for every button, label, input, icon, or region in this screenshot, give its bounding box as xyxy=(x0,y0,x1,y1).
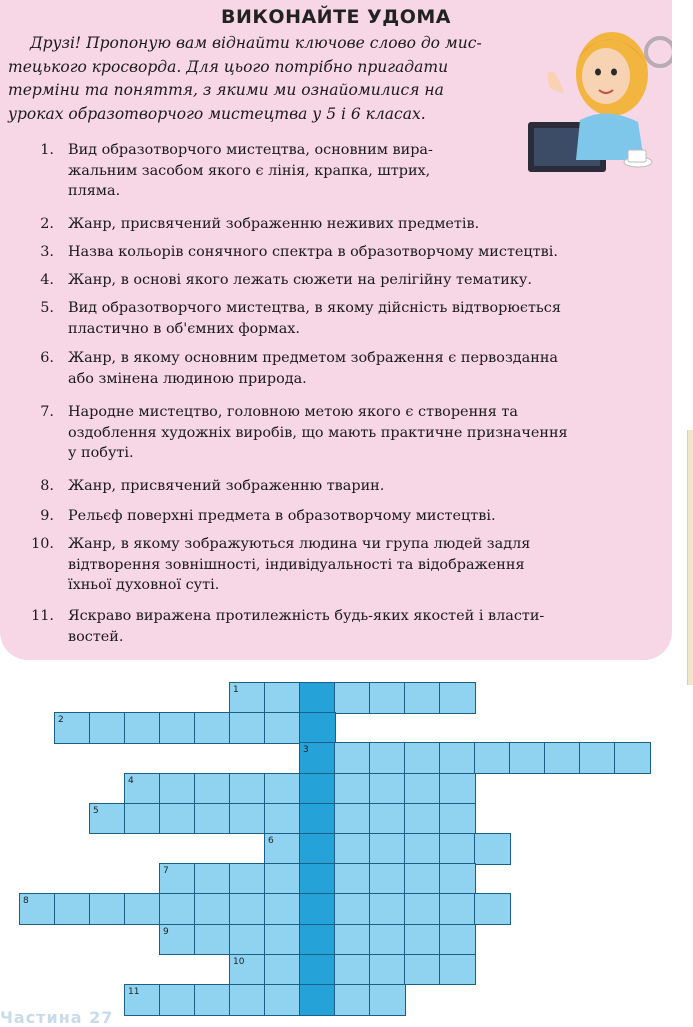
question-line: Жанр, в основі якого лежать сюжети на релігійну тематику. xyxy=(68,272,532,288)
question-number: 4. xyxy=(40,272,54,288)
crossword-cell[interactable] xyxy=(229,924,266,956)
crossword-cell[interactable] xyxy=(229,803,266,835)
crossword-cell[interactable] xyxy=(439,893,476,925)
question-number: 9. xyxy=(40,508,54,524)
crossword-cell[interactable] xyxy=(334,954,371,986)
crossword-cell[interactable] xyxy=(404,954,441,986)
question-line: їхньої духовної суті. xyxy=(68,577,220,593)
question-number: 1. xyxy=(40,142,54,158)
crossword-cell[interactable] xyxy=(404,833,441,865)
crossword-cell[interactable] xyxy=(229,773,266,805)
crossword-key-cell[interactable] xyxy=(299,773,336,805)
crossword-cell[interactable] xyxy=(159,984,196,1016)
crossword-cell[interactable] xyxy=(369,803,406,835)
question-line: Жанр, в якому зображуються людина чи група людей задля xyxy=(68,536,531,552)
crossword-key-cell[interactable] xyxy=(299,984,336,1016)
crossword-cell[interactable] xyxy=(334,893,371,925)
crossword-cell[interactable] xyxy=(89,712,126,744)
crossword-cell[interactable] xyxy=(264,984,301,1016)
crossword-cell[interactable] xyxy=(474,893,511,925)
intro-line: уроках образотворчого мистецтва у 5 і 6 класах. xyxy=(8,104,426,123)
question-line: Назва кольорів сонячного спектра в образотворчому мистецтві. xyxy=(68,244,558,260)
crossword-cell[interactable] xyxy=(264,803,301,835)
crossword-clue-number: 8 xyxy=(23,896,29,907)
crossword-cell[interactable] xyxy=(264,863,301,895)
crossword-cell[interactable] xyxy=(194,863,231,895)
question-line: Жанр, в якому основним предметом зображення є первозданна xyxy=(68,350,558,366)
crossword-cell[interactable] xyxy=(474,833,511,865)
crossword-cell[interactable] xyxy=(229,712,266,744)
crossword-clue-number: 6 xyxy=(268,836,274,846)
crossword-cell[interactable] xyxy=(159,773,196,805)
crossword-cell[interactable] xyxy=(334,742,371,774)
crossword-clue-number: 10 xyxy=(233,956,245,967)
crossword-cell[interactable] xyxy=(404,803,441,835)
crossword-cell[interactable] xyxy=(334,682,371,714)
crossword-cell[interactable] xyxy=(264,924,301,956)
question-line: жальним засобом якого є лінія, крапка, штрих, xyxy=(68,162,431,179)
crossword-cell[interactable] xyxy=(229,984,266,1016)
crossword-cell[interactable] xyxy=(229,863,266,895)
crossword-cell[interactable] xyxy=(369,742,406,774)
question-line: оздоблення художніх виробів, що мають практичне призначення xyxy=(68,424,568,441)
question-line: пляма. xyxy=(68,183,121,199)
crossword-cell[interactable] xyxy=(369,984,406,1016)
crossword-key-cell[interactable] xyxy=(299,833,336,865)
crossword-clue-number: 5 xyxy=(93,805,99,816)
question-line: востей. xyxy=(68,628,124,645)
crossword-cell[interactable] xyxy=(264,954,301,986)
crossword-cell[interactable] xyxy=(509,742,546,774)
crossword-cell[interactable] xyxy=(194,773,231,805)
question-number: 3. xyxy=(40,244,54,260)
crossword-cell[interactable] xyxy=(194,924,231,956)
crossword-cell[interactable] xyxy=(159,803,196,835)
crossword-cell[interactable] xyxy=(124,712,161,744)
crossword-cell[interactable] xyxy=(369,682,406,714)
page-title: ВИКОНАЙТЕ УДОМА xyxy=(221,6,451,28)
crossword-cell[interactable] xyxy=(404,742,441,774)
crossword-cell[interactable] xyxy=(404,893,441,925)
crossword-key-cell[interactable] xyxy=(299,924,336,956)
crossword-clue-number: 7 xyxy=(163,866,169,877)
crossword-clue-number: 11 xyxy=(128,987,140,997)
question-number: 2. xyxy=(40,216,54,232)
crossword-cell[interactable] xyxy=(159,712,196,744)
crossword-cell[interactable] xyxy=(194,984,231,1016)
crossword-cell[interactable] xyxy=(439,773,476,805)
crossword-key-cell[interactable] xyxy=(299,893,336,925)
crossword-clue-number: 2 xyxy=(58,715,64,726)
question-line: або змінена людиною природа. xyxy=(68,370,307,387)
crossword-cell[interactable] xyxy=(334,984,371,1016)
crossword-cell[interactable] xyxy=(439,803,476,835)
question-number: 7. xyxy=(40,404,54,420)
intro-line: тецького кросворда. Для цього потрібно пригадати xyxy=(8,57,449,76)
crossword-key-cell[interactable] xyxy=(299,712,336,744)
question-line: Жанр, присвячений зображенню неживих предметів. xyxy=(68,216,480,232)
question-line: відтворення зовнішності, індивідуальності та відображення xyxy=(68,556,525,573)
crossword-cell[interactable] xyxy=(264,682,301,714)
question-number: 6. xyxy=(40,350,54,366)
question-line: пластично в об'ємних формах. xyxy=(68,320,300,337)
crossword-clue-number: 1 xyxy=(233,685,239,695)
crossword-cell[interactable] xyxy=(474,742,511,774)
crossword-cell[interactable] xyxy=(334,863,371,895)
crossword-cell[interactable] xyxy=(404,924,441,956)
crossword-cell[interactable] xyxy=(334,833,371,865)
crossword-cell[interactable] xyxy=(544,742,581,774)
crossword-key-cell[interactable] xyxy=(299,803,336,835)
crossword-cell[interactable] xyxy=(439,742,476,774)
crossword-cell[interactable] xyxy=(404,773,441,805)
crossword-cell[interactable] xyxy=(194,803,231,835)
crossword-cell[interactable] xyxy=(124,803,161,835)
crossword-clue-number: 3 xyxy=(303,745,309,756)
crossword-cell[interactable] xyxy=(614,742,651,774)
crossword-cell[interactable] xyxy=(439,863,476,895)
crossword-cell[interactable] xyxy=(404,863,441,895)
question-number: 5. xyxy=(40,300,54,316)
intro-line: Друзі! Пропоную вам віднайти ключове слово до мис- xyxy=(30,34,482,52)
crossword-cell[interactable] xyxy=(579,742,616,774)
crossword-key-cell[interactable] xyxy=(299,863,336,895)
crossword-clue-number: 9 xyxy=(163,926,169,937)
crossword-cell[interactable] xyxy=(369,833,406,865)
intro-line: терміни та поняття, з якими ми ознайомилися на xyxy=(8,81,444,99)
crossword-cell[interactable] xyxy=(334,803,371,835)
question-line: Народне мистецтво, головною метою якого є створення та xyxy=(68,404,518,420)
crossword-cell[interactable] xyxy=(159,893,196,925)
crossword-cell[interactable] xyxy=(369,954,406,986)
question-number: 11. xyxy=(31,608,54,624)
question-number: 10. xyxy=(31,536,54,552)
crossword-cell[interactable] xyxy=(229,893,266,925)
footer-fragment: Частина 27 xyxy=(0,1008,114,1027)
crossword-cell[interactable] xyxy=(124,893,161,925)
question-line: Яскраво виражена протилежність будь-яких якостей і власти- xyxy=(68,608,545,624)
crossword-key-cell[interactable] xyxy=(299,682,336,714)
crossword-cell[interactable] xyxy=(439,682,476,714)
crossword-cell[interactable] xyxy=(54,893,91,925)
crossword-cell[interactable] xyxy=(369,924,406,956)
crossword-cell[interactable] xyxy=(334,773,371,805)
crossword-cell[interactable] xyxy=(264,773,301,805)
question-line: Вид образотворчого мистецтва, основним вира- xyxy=(68,142,433,158)
crossword-cell[interactable] xyxy=(194,712,231,744)
question-line: Рельєф поверхні предмета в образотворчому мистецтві. xyxy=(68,508,496,524)
crossword-cell[interactable] xyxy=(439,833,476,865)
crossword-cell[interactable] xyxy=(194,893,231,925)
question-line: у побуті. xyxy=(68,445,134,461)
crossword-cell[interactable] xyxy=(439,924,476,956)
crossword-cell[interactable] xyxy=(404,682,441,714)
question-number: 8. xyxy=(40,478,54,494)
crossword-cell[interactable] xyxy=(334,924,371,956)
crossword-cell[interactable] xyxy=(264,712,301,744)
crossword-key-cell[interactable] xyxy=(299,954,336,986)
question-line: Жанр, присвячений зображенню тварин. xyxy=(68,478,385,494)
crossword-cell[interactable] xyxy=(369,773,406,805)
crossword-cell[interactable] xyxy=(264,893,301,925)
question-line: Вид образотворчого мистецтва, в якому дійсність відтворюється xyxy=(68,300,561,316)
crossword-cell[interactable] xyxy=(369,863,406,895)
crossword-clue-number: 4 xyxy=(128,775,134,786)
crossword-cell[interactable] xyxy=(369,893,406,925)
crossword-cell[interactable] xyxy=(439,954,476,986)
crossword-cell[interactable] xyxy=(89,893,126,925)
